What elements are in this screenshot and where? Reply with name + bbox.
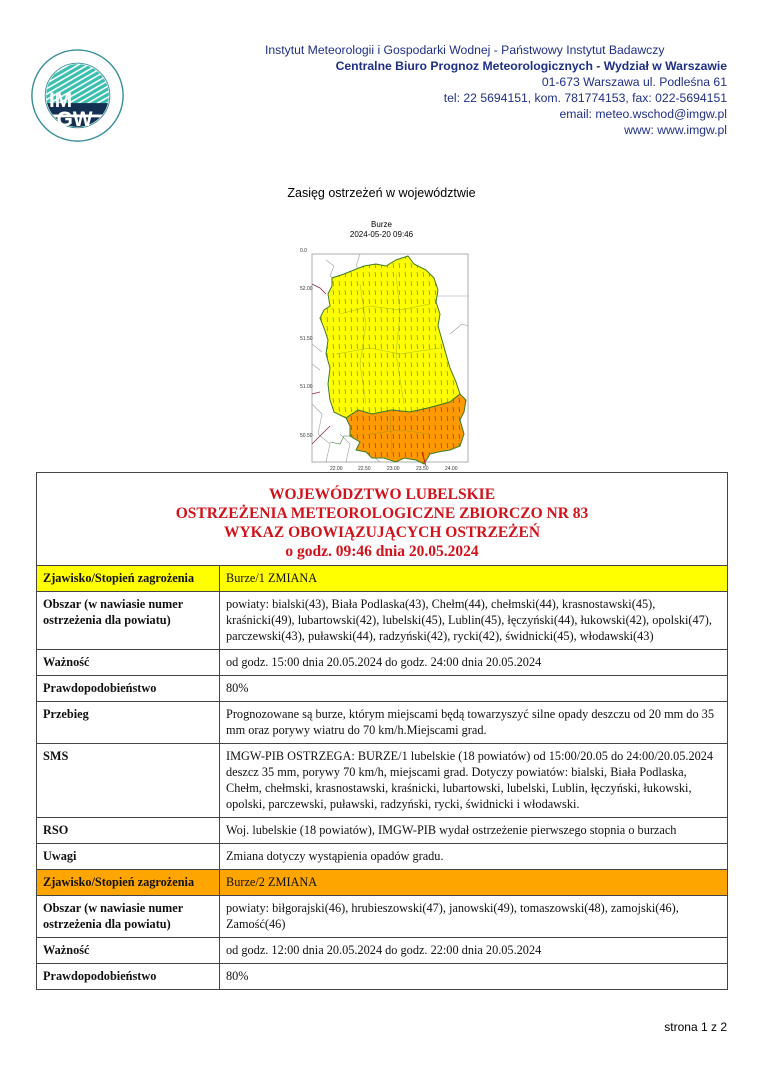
page-number: strona 1 z 2 bbox=[664, 1020, 727, 1034]
row-label: Zjawisko/Stopień zagrożenia bbox=[37, 566, 220, 592]
logo-text-top: IM bbox=[49, 88, 73, 112]
row-label: Obszar (w nawiasie numer ostrzeżenia dla powiatu) bbox=[37, 592, 220, 650]
warning-1-notes-row bbox=[37, 844, 728, 870]
row-value: 80% bbox=[220, 964, 728, 990]
warning-1-course-row bbox=[37, 702, 728, 744]
row-label: RSO bbox=[37, 818, 220, 844]
warning-1-probability-row bbox=[37, 676, 728, 702]
row-value: Burze/1 ZMIANA bbox=[220, 566, 728, 592]
row-value: od godz. 12:00 dnia 20.05.2024 do godz. 22:00 dnia 20.05.2024 bbox=[220, 938, 728, 964]
row-value: Prognozowane są burze, którym miejscami będą towarzyszyć silne opady deszczu od 20 mm do 35 mm oraz porywy wiatru do 70 km/h.Miejscami grad. bbox=[220, 702, 728, 744]
warning-1-phenomenon-row bbox=[37, 566, 728, 592]
row-label: Ważność bbox=[37, 938, 220, 964]
row-value: IMGW-PIB OSTRZEGA: BURZE/1 lubelskie (18 powiatów) od 15:00/20.05 do 24:00/20.05.2024 deszcz 35 mm, porywy 70 km/h, miejscami grad. Dotyczy powiatów: bialski, Biała Podlaska, Chełm, chełmski, krasnostawski, kraśnicki, lubartowski, lubelski, Lublin, łęczyński, łukowski, opolski, parczewski, puławski, radzyński, rycki, świdnicki i włodawski. bbox=[220, 744, 728, 818]
lat-tick: 51.50 bbox=[300, 336, 313, 342]
logo-text-bottom: GW bbox=[56, 107, 93, 131]
lat-tick: 50.50 bbox=[300, 433, 313, 439]
warning-2-validity-row bbox=[37, 938, 728, 964]
warning-2-phenomenon-row bbox=[37, 870, 728, 896]
row-label: Prawdopodobieństwo bbox=[37, 676, 220, 702]
title-line: WYKAZ OBOWIĄZUJĄCYCH OSTRZEŻEŃ bbox=[223, 524, 541, 541]
map-phenomenon: Burze bbox=[371, 220, 392, 229]
department-name: Centralne Biuro Prognoz Meteorologicznych - Wydział w Warszawie bbox=[335, 59, 727, 73]
website: www: www.imgw.pl bbox=[624, 123, 727, 137]
lon-tick: 23.00 bbox=[387, 466, 400, 472]
warning-map bbox=[300, 244, 472, 474]
imgw-logo-icon bbox=[30, 48, 125, 143]
map-corner-label: 0.0 bbox=[300, 248, 307, 254]
warning-1-area-row bbox=[37, 592, 728, 650]
document-title bbox=[37, 473, 728, 566]
warning-1-validity-row bbox=[37, 650, 728, 676]
warning-2-probability-row bbox=[37, 964, 728, 990]
row-label: Prawdopodobieństwo bbox=[37, 964, 220, 990]
row-value: 80% bbox=[220, 676, 728, 702]
lon-tick: 24.00 bbox=[445, 466, 458, 472]
row-value: powiaty: biłgorajski(46), hrubieszowski(47), janowski(49), tomaszowski(48), zamojski(46), Zamość(46) bbox=[220, 896, 728, 938]
row-label: Ważność bbox=[37, 650, 220, 676]
row-value: Woj. lubelskie (18 powiatów), IMGW-PIB wydał ostrzeżenie pierwszego stopnia o burzach bbox=[220, 818, 728, 844]
title-line: OSTRZEŻENIA METEOROLOGICZNE ZBIORCZO NR 83 bbox=[175, 505, 589, 522]
row-value: Burze/2 ZMIANA bbox=[220, 870, 728, 896]
warnings-table bbox=[36, 472, 728, 990]
warning-1-sms-row bbox=[37, 744, 728, 818]
map-timestamp: 2024-05-20 09:46 bbox=[349, 230, 414, 239]
row-label: Zjawisko/Stopień zagrożenia bbox=[37, 870, 220, 896]
lat-tick: 51.00 bbox=[300, 384, 313, 390]
row-label: Obszar (w nawiasie numer ostrzeżenia dla powiatu) bbox=[37, 896, 220, 938]
row-value: powiaty: bialski(43), Biała Podlaska(43), Chełm(44), chełmski(44), krasnostawski(45), kraśnicki(49), lubartowski(42), lubelski(45), Lublin(45), łęczyński(44), łukowski(42), opolski(47), parczewski(43), puławski(44), radzyński(42), rycki(42), świdnicki(45), włodawski(43) bbox=[220, 592, 728, 650]
row-value: Zmiana dotyczy wystąpienia opadów gradu. bbox=[220, 844, 728, 870]
email: email: meteo.wschod@imgw.pl bbox=[559, 107, 727, 121]
org-name: Instytut Meteorologii i Gospodarki Wodnej - Państwowy Instytut Badawczy bbox=[265, 43, 665, 57]
lon-tick: 22.50 bbox=[358, 466, 371, 472]
document-title-row bbox=[37, 473, 728, 566]
row-label: SMS bbox=[37, 744, 220, 818]
map-subtitle bbox=[0, 220, 763, 240]
warning-2-area-row bbox=[37, 896, 728, 938]
institute-header bbox=[257, 42, 727, 138]
row-label: Przebieg bbox=[37, 702, 220, 744]
lat-tick: 52.00 bbox=[300, 286, 313, 292]
row-label: Uwagi bbox=[37, 844, 220, 870]
address: 01-673 Warszawa ul. Podleśna 61 bbox=[541, 75, 727, 89]
warning-1-rso-row bbox=[37, 818, 728, 844]
lon-tick: 23.50 bbox=[416, 466, 429, 472]
lon-tick: 22.00 bbox=[330, 466, 343, 472]
row-value: od godz. 15:00 dnia 20.05.2024 do godz. 24:00 dnia 20.05.2024 bbox=[220, 650, 728, 676]
title-line: o godz. 09:46 dnia 20.05.2024 bbox=[285, 543, 479, 560]
phone: tel: 22 5694151, kom. 781774153, fax: 022-5694151 bbox=[443, 91, 727, 105]
title-line: WOJEWÓDZTWO LUBELSKIE bbox=[268, 486, 496, 503]
map-title: Zasięg ostrzeżeń w województwie bbox=[287, 186, 476, 200]
